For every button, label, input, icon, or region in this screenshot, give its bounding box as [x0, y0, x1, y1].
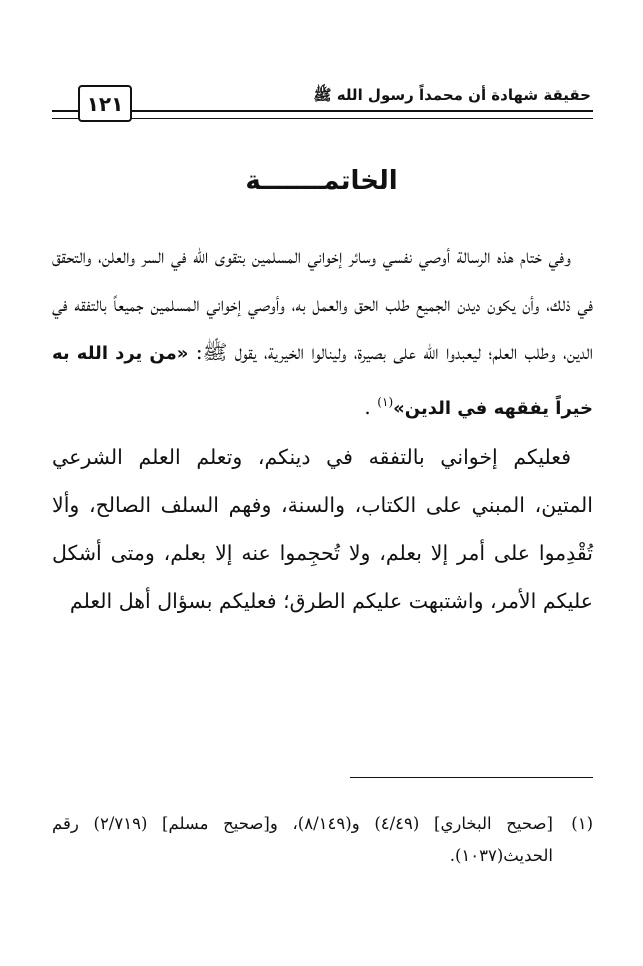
footnote-reference[interactable]: (١)	[377, 395, 394, 409]
footnote-text: [صحيح البخاري] (٤/٤٩) و(٨/١٤٩)، و[صحيح مسلم] (٢/٧١٩) رقم الحديث(١٠٣٧).	[52, 814, 553, 865]
chapter-title: الخاتمـــــــة	[245, 166, 398, 196]
footnote-rule	[350, 777, 593, 778]
header-rule	[52, 110, 593, 119]
hadith-quote: «من يرد الله به خيراً يفقهه في الدين»	[52, 343, 593, 419]
body-text	[52, 232, 593, 625]
page-number: ١٢١	[78, 85, 132, 122]
paragraph-2: فعليكم إخواني بالتفقه في دينكم، وتعلم العلم الشرعي المتين، المبني على الكتاب، والسنة، وفهم السلف الصالح، وألا تُقْدِموا على أمر إلا بعلم، ولا تُحجِموا عنه إلا بعلم، ومتى أشكل عليكم الأمر، واشتبهت عليكم الطرق؛ فعليكم بسؤال أهل العلم	[52, 444, 593, 613]
paragraph-1	[52, 232, 593, 433]
footnote	[52, 808, 593, 872]
paragraph-1-end: .	[364, 394, 371, 419]
footnote-number: (١)	[571, 814, 593, 833]
paragraph-1-text: وفي ختام هذه الرسالة أوصي نفسي وسائر إخواني المسلمين بتقوى الله في السر والعلن، والتحقق في ذلك، وأن يكون ديدن الجميع طلب الحق والعمل به، وأوصي إخواني المسلمين جميعاً بالتفقه في الدين، وطلب العلم؛ ليعبدوا الله على بصيرة، ولينالوا الخيرية، يقول ﷺ:	[52, 244, 593, 364]
running-header-title: حقيقة شهادة أن محمداً رسول الله ﷺ	[313, 86, 591, 104]
